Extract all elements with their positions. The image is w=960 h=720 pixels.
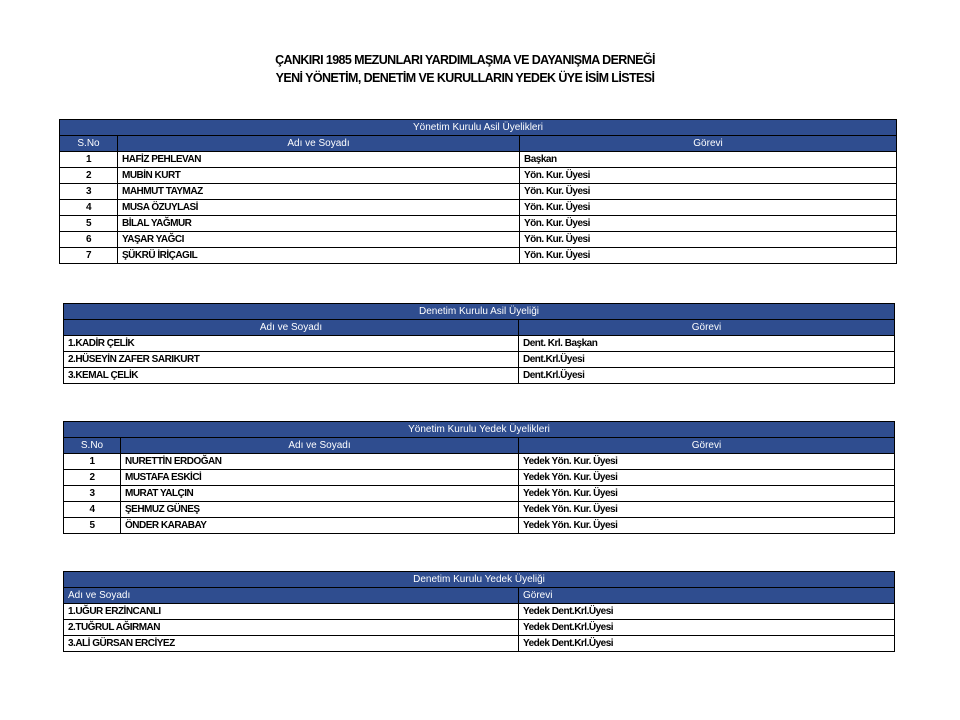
cell-name: 1.UĞUR ERZİNCANLI [64, 604, 519, 620]
cell-name: YAŞAR YAĞCI [118, 232, 520, 248]
cell-sno: 5 [64, 518, 121, 534]
cell-name: NURETTİN ERDOĞAN [121, 454, 519, 470]
table-caption: Yönetim Kurulu Yedek Üyelikleri [64, 422, 895, 438]
cell-name: 2.HÜSEYİN ZAFER SARIKURT [64, 352, 519, 368]
column-header-name: Adı ve Soyadı [121, 438, 519, 454]
table-row [64, 454, 895, 470]
cell-role: Dent. Krl. Başkan [519, 336, 895, 352]
cell-role: Yedek Yön. Kur. Üyesi [519, 518, 895, 534]
cell-sno: 1 [64, 454, 121, 470]
table-row [64, 518, 895, 534]
cell-name: MURAT YALÇIN [121, 486, 519, 502]
cell-sno: 3 [60, 184, 118, 200]
cell-sno: 4 [64, 502, 121, 518]
audit-members-table [63, 303, 895, 384]
table-caption: Yönetim Kurulu Asil Üyelikleri [60, 120, 897, 136]
table-caption: Denetim Kurulu Yedek Üyeliği [64, 572, 895, 588]
board-members-table [59, 119, 897, 264]
cell-name: ŞÜKRÜ İRİÇAGIL [118, 248, 520, 264]
table-row [64, 336, 895, 352]
column-header-role: Görevi [519, 320, 895, 336]
cell-role: Yedek Yön. Kur. Üyesi [519, 470, 895, 486]
cell-name: BİLAL YAĞMUR [118, 216, 520, 232]
cell-name: MAHMUT TAYMAZ [118, 184, 520, 200]
cell-role: Başkan [520, 152, 897, 168]
cell-role: Yön. Kur. Üyesi [520, 216, 897, 232]
cell-name: 3.KEMAL ÇELİK [64, 368, 519, 384]
cell-name: ÖNDER KARABAY [121, 518, 519, 534]
table-row [60, 232, 897, 248]
table-row [64, 636, 895, 652]
cell-sno: 7 [60, 248, 118, 264]
cell-name: MUSTAFA ESKİCİ [121, 470, 519, 486]
column-header-sno: S.No [60, 136, 118, 152]
table-row [64, 368, 895, 384]
cell-name: 1.KADİR ÇELİK [64, 336, 519, 352]
cell-role: Yön. Kur. Üyesi [520, 184, 897, 200]
cell-role: Yön. Kur. Üyesi [520, 200, 897, 216]
cell-role: Dent.Krl.Üyesi [519, 352, 895, 368]
cell-role: Yön. Kur. Üyesi [520, 232, 897, 248]
table-caption: Denetim Kurulu Asil Üyeliği [64, 304, 895, 320]
document-subtitle: YENİ YÖNETİM, DENETİM VE KURULLARIN YEDEK ÜYE İSİM LİSTESİ [275, 71, 655, 85]
cell-role: Yedek Yön. Kur. Üyesi [519, 486, 895, 502]
cell-sno: 4 [60, 200, 118, 216]
table-row [64, 486, 895, 502]
cell-sno: 1 [60, 152, 118, 168]
cell-name: 3.ALİ GÜRSAN ERCİYEZ [64, 636, 519, 652]
column-header-name: Adı ve Soyadı [64, 320, 519, 336]
cell-name: MUBİN KURT [118, 168, 520, 184]
cell-sno: 2 [60, 168, 118, 184]
table-row [60, 248, 897, 264]
cell-role: Yedek Dent.Krl.Üyesi [519, 636, 895, 652]
table-row [60, 200, 897, 216]
cell-role: Yedek Dent.Krl.Üyesi [519, 604, 895, 620]
board-substitutes-table [63, 421, 895, 534]
cell-name: HAFİZ PEHLEVAN [118, 152, 520, 168]
table-row [60, 184, 897, 200]
cell-name: 2.TUĞRUL AĞIRMAN [64, 620, 519, 636]
cell-sno: 3 [64, 486, 121, 502]
cell-role: Dent.Krl.Üyesi [519, 368, 895, 384]
cell-sno: 6 [60, 232, 118, 248]
cell-role: Yön. Kur. Üyesi [520, 248, 897, 264]
cell-role: Yedek Yön. Kur. Üyesi [519, 454, 895, 470]
table-row [60, 152, 897, 168]
cell-name: MUSA ÖZUYLASİ [118, 200, 520, 216]
cell-role: Yedek Yön. Kur. Üyesi [519, 502, 895, 518]
column-header-name: Adı ve Soyadı [64, 588, 519, 604]
cell-name: ŞEHMUZ GÜNEŞ [121, 502, 519, 518]
table-row [64, 352, 895, 368]
column-header-sno: S.No [64, 438, 121, 454]
table-row [60, 168, 897, 184]
table-row [64, 470, 895, 486]
table-row [64, 620, 895, 636]
cell-role: Yedek Dent.Krl.Üyesi [519, 620, 895, 636]
audit-substitutes-table [63, 571, 895, 652]
table-row [64, 604, 895, 620]
document-title: ÇANKIRI 1985 MEZUNLARI YARDIMLAŞMA VE DAYANIŞMA DERNEĞİ [275, 53, 655, 67]
cell-sno: 5 [60, 216, 118, 232]
column-header-name: Adı ve Soyadı [118, 136, 520, 152]
table-row [64, 502, 895, 518]
column-header-role: Görevi [519, 588, 895, 604]
cell-role: Yön. Kur. Üyesi [520, 168, 897, 184]
cell-sno: 2 [64, 470, 121, 486]
column-header-role: Görevi [520, 136, 897, 152]
table-row [60, 216, 897, 232]
column-header-role: Görevi [519, 438, 895, 454]
